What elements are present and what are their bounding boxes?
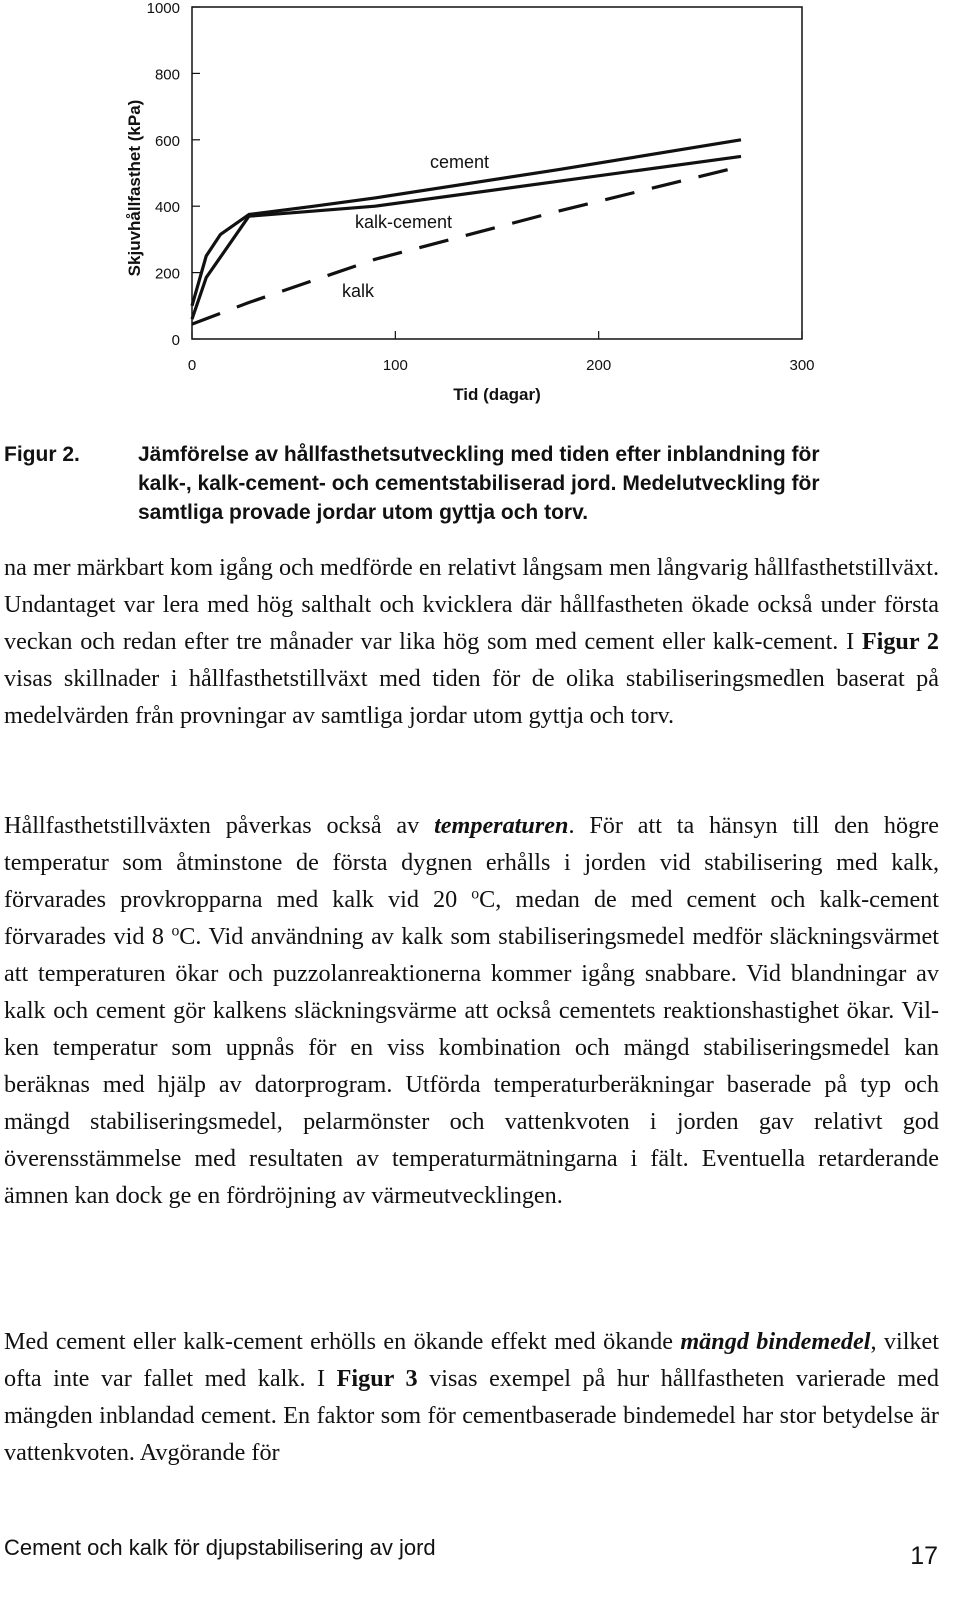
text-run: C, medan de med cement och kalk-cement förvarades vid 8 [4, 886, 939, 950]
x-tick-label: 300 [789, 357, 815, 374]
x-tick-label: 200 [586, 357, 612, 374]
series-line-kalk-cement [192, 156, 741, 319]
y-tick-label: 800 [154, 66, 180, 84]
emphasis-term: mängd bindemedel [680, 1328, 871, 1355]
y-tick-label: 0 [171, 332, 180, 349]
paragraph-temperature [4, 807, 939, 1214]
text-run: na mer märkbart kom igång och medförde en relativt långsam men långvarig hållfasthetstillväxt. Undantaget var lera med hög salthalt och kvicklera där hållfastheten ökade också under första veckan och redan efter tre månader var lika hög som med cement eller kalk-cement. I [4, 554, 939, 655]
emphasis-term: temperaturen [434, 812, 569, 839]
y-tick-label: 200 [154, 265, 180, 283]
caption-line: Jämförelse av hållfasthetsutveckling med tiden efter inblandning för [138, 443, 820, 466]
text-run: Med cement eller kalk-cement erhölls en ökande effekt med ökande [4, 1328, 681, 1355]
text-run: . För att ta hänsyn till den högre temperatur som åtminstone de första dygnen erhålls i jorden vid stabilisering med kalk, förvarades provkropparna med kalk vid 20 [4, 812, 939, 913]
text-run: visas skillnader i hållfasthetstillväxt med tiden för de olika stabiliseringsmedlen baserat på medelvärden från provningar av samtliga jordar utom gyttja och torv. [4, 665, 939, 729]
text-run: Hållfasthetstillväxten påverkas också av [4, 812, 435, 839]
degree-superscript: o [471, 885, 480, 903]
annotation-kalk-cement: kalk-cement [355, 212, 453, 232]
strength-chart [0, 0, 960, 425]
text-run: , vilket ofta inte var fallet med kalk. I [4, 1328, 939, 1392]
paragraph-strength-growth [4, 549, 939, 734]
figure-reference: Figur 2 [861, 628, 939, 655]
y-tick-label: 600 [154, 132, 180, 150]
x-tick-label: 0 [187, 357, 197, 374]
figure-caption-text [138, 440, 938, 527]
y-tick-label: 400 [154, 199, 180, 217]
caption-line: samtliga provade jordar utom gyttja och torv. [138, 501, 589, 524]
annotation-kalk: kalk [342, 281, 375, 301]
y-tick-label: 1000 [146, 0, 180, 17]
series-line-kalk [192, 166, 741, 324]
caption-line: kalk-, kalk-cement- och cementstabiliserad jord. Medelutveckling för [138, 472, 820, 495]
text-run: visas exempel på hur hållfastheten varierade med mängden inblandad cement. En faktor som för cementbaserade bindemedel har stor betydelse är vattenkvoten. Avgörande för [4, 1365, 939, 1466]
figure-number: Figur 2. [4, 443, 80, 466]
x-axis-ticks [188, 331, 815, 374]
annotation-cement: cement [430, 152, 490, 172]
x-axis-label: Tid (dagar) [453, 385, 541, 404]
text-run: C. Vid användning av kalk som stabiliseringsmedel medför släckningsvärmet att temperaturen ökar och puzzolanreaktionerna kommer igång snabbare. Vid blandningar av kalk och cement gör kalkens släckningsvärme att också cementets reaktionshastighet ökar. Vilken temperatur som uppnås för en viss kombination och mängd stabiliseringsmedel kan beräknas med hjälp av datorprogram. Utförda temperaturberäkningar baserade på typ och mängd stabiliseringsmedel, pelarmönster och vattenkvoten i jorden gav relativt god överensstämmelse med resultaten av temperaturmätningarna i fält. Eventuella retarderande ämnen kan dock ge en fördröjning av värmeutvecklingen. [4, 923, 939, 1209]
x-tick-label: 100 [382, 357, 408, 374]
page-number: 17 [910, 1542, 938, 1570]
figure-reference: Figur 3 [336, 1365, 418, 1392]
y-axis-label: Skjuvhållfasthet (kPa) [125, 99, 144, 277]
paragraph-binder-amount [4, 1323, 939, 1471]
degree-superscript: o [171, 922, 180, 940]
footer-title: Cement och kalk för djupstabilisering av jord [4, 1535, 436, 1560]
